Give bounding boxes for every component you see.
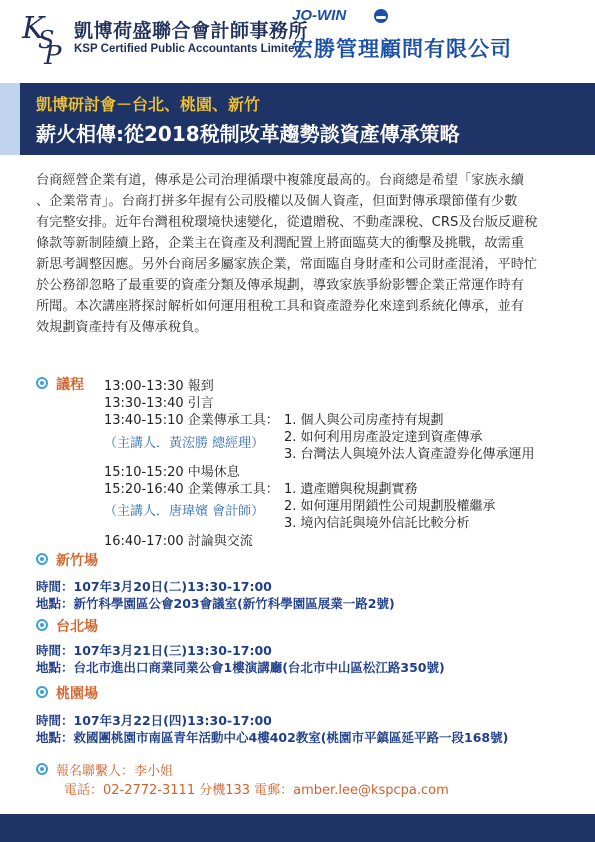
venue-time-taoyuan: 時間：107年3月22日(四)13:30-17:00 <box>36 713 272 728</box>
venue-place-taoyuan: 地點：救國團桃園市南區青年活動中心4樓402教室(桃園市平鎮區延平路一段168號) <box>36 730 509 745</box>
venue-bullet-icon <box>36 553 48 565</box>
footer-bar <box>0 814 595 842</box>
agenda-topic: 2. 如何利用房產設定達到資產傳承 <box>284 430 483 445</box>
session2-speaker: （主講人．唐瑋嬪 會計師） <box>104 504 265 519</box>
agenda-topic: 1. 遺產贈與稅規劃實務 <box>284 482 418 497</box>
venue-label-hsinchu: 新竹場 <box>56 553 98 569</box>
ksp-logo-icon <box>20 6 70 66</box>
intro-line: 條款等新制陸續上路，企業主在資產及利潤配置上將面臨莫大的衝擊及挑戰，故需重 <box>36 236 524 251</box>
intro-line: 新思考調整因應。另外台商居多屬家族企業，常面臨自身財產和公司財產混淆，平時忙 <box>36 257 538 272</box>
session1-speaker: （主講人．黃浤勝 總經理） <box>104 436 265 451</box>
venue-time-hsinchu: 時間：107年3月20日(二)13:30-17:00 <box>36 579 272 594</box>
ksp-name-zh: 凱博荷盛聯合會計師事務所 <box>74 20 309 42</box>
intro-paragraph <box>36 170 564 338</box>
agenda-item: 15:10-15:20 中場休息 <box>104 465 240 480</box>
intro-line: 台商經營企業有道，傳承是公司治理循環中複雜度最高的。台商總是希望「家族永續 <box>36 173 524 188</box>
intro-line: 所聞。本次講座將探討解析如何運用租稅工具和資產證券化來達到系統化傳承，並有 <box>36 299 524 314</box>
agenda-topic: 2. 如何運用閉鎖性公司規劃股權繼承 <box>284 499 496 514</box>
ksp-logo <box>20 6 70 66</box>
intro-line: 有完整安排。近年台灣租稅環境快速變化，從遺贈稅、不動產課稅、CRS及台版反避稅 <box>36 215 538 230</box>
venue-bullet-icon <box>36 686 48 698</box>
agenda-item: 15:20-16:40 企業傳承工具： <box>104 482 279 497</box>
intro-line: 於公務卻忽略了最重要的資產分類及傳承規劃，導致家族爭紛影響企業正常運作時有 <box>36 278 524 293</box>
venue-label-taipei: 台北場 <box>56 619 98 635</box>
svg-text:S: S <box>38 26 55 54</box>
agenda-item: 13:00-13:30 報到 <box>104 379 214 394</box>
banner-subtitle: 凱博研討會－台北、桃園、新竹 <box>36 95 261 114</box>
agenda-topic: 3. 台灣法人與境外法人資產證券化傳承運用 <box>284 447 535 462</box>
contact-person: 報名聯繫人：李小姐 <box>56 764 174 779</box>
banner-accent <box>0 83 20 155</box>
agenda-item: 13:40-15:10 企業傳承工具： <box>104 413 279 428</box>
venue-bullet-icon <box>36 619 48 631</box>
agenda-bullet-icon <box>36 377 48 389</box>
intro-line: 效規劃資產持有及傳承稅負。 <box>36 320 208 335</box>
venue-place-hsinchu: 地點：新竹科學園區公會203會議室(新竹科學園區展業一路2號) <box>36 596 395 611</box>
ksp-name-en: KSP Certified Public Accountants Limited <box>74 43 302 55</box>
venue-place-taipei: 地點：台北市進出口商業同業公會1樓演講廳(台北市中山區松江路350號) <box>36 660 445 675</box>
agenda-topic: 1. 個人與公司房產持有規劃 <box>284 413 444 428</box>
agenda-label: 議程 <box>56 377 84 393</box>
venue-label-taoyuan: 桃園場 <box>56 686 98 702</box>
agenda-item: 16:40-17:00 討論與交流 <box>104 534 253 549</box>
agenda-item: 13:30-13:40 引言 <box>104 396 214 411</box>
contact-phone-email[interactable]: 電話：02-2772-3111 分機133 電郵：amber.lee@kspcpa.com <box>64 783 449 798</box>
agenda-topic: 3. 境內信託與境外信託比較分析 <box>284 516 470 531</box>
venue-time-taipei: 時間：107年3月21日(三)13:30-17:00 <box>36 643 272 658</box>
contact-bullet-icon <box>36 763 48 775</box>
intro-line: 、企業常青」。台商打拼多年握有公司股權以及個人資產，但面對傳承環節僅有少數 <box>36 194 518 209</box>
banner-title: 薪火相傳:從2018稅制改革趨勢談資產傳承策略 <box>36 122 460 146</box>
title-banner <box>0 83 595 155</box>
svg-text:K: K <box>22 11 45 46</box>
svg-text:P: P <box>44 41 62 66</box>
jowin-globe-icon <box>374 9 388 23</box>
jowin-name-zh: 宏勝管理顧問有限公司 <box>292 37 512 61</box>
jowin-logo: JO-WIN <box>292 7 347 24</box>
